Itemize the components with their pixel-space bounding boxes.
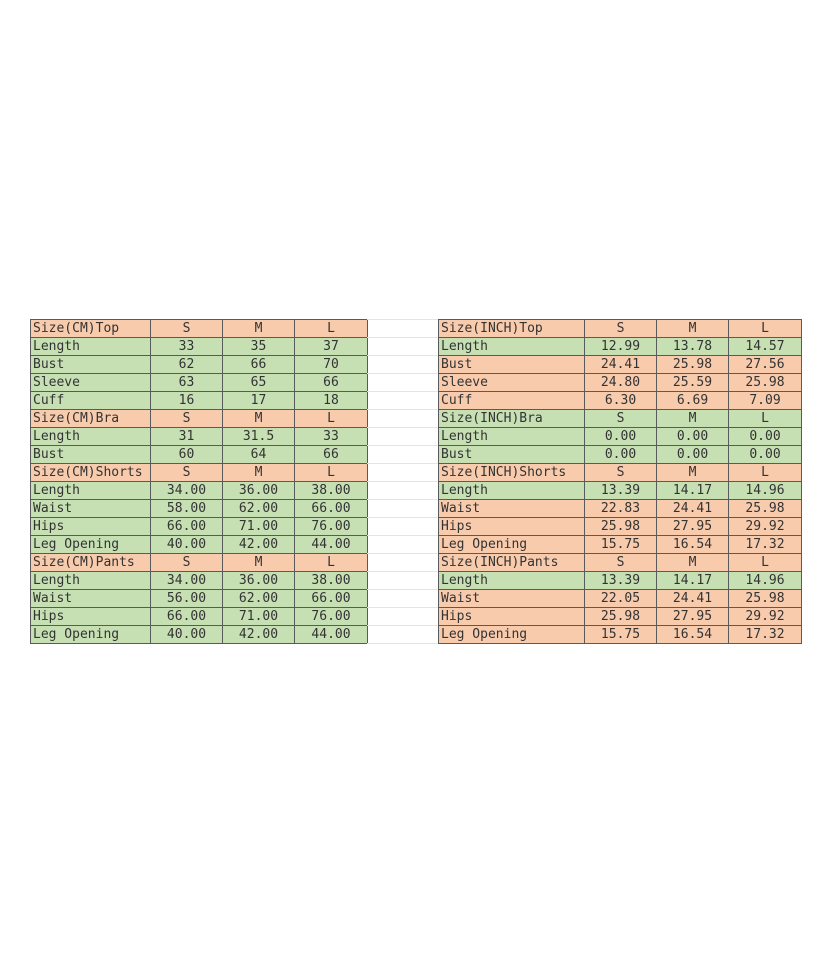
- size-s-cell[interactable]: 0.00: [585, 428, 657, 446]
- table-row: [439, 518, 802, 536]
- size-l-cell[interactable]: 76.00: [295, 518, 368, 536]
- size-l-cell[interactable]: 29.92: [729, 608, 802, 626]
- gap-row: [367, 608, 438, 626]
- table-row: [31, 338, 368, 356]
- size-m-cell[interactable]: 36.00: [223, 572, 295, 590]
- size-m-cell[interactable]: 64: [223, 446, 295, 464]
- size-l-cell[interactable]: 29.92: [729, 518, 802, 536]
- size-l-cell[interactable]: L: [729, 554, 802, 572]
- size-l-cell[interactable]: 44.00: [295, 626, 368, 644]
- size-m-cell[interactable]: 65: [223, 374, 295, 392]
- size-s-cell[interactable]: 12.99: [585, 338, 657, 356]
- size-l-cell[interactable]: 44.00: [295, 536, 368, 554]
- size-s-cell[interactable]: 33: [151, 338, 223, 356]
- size-l-cell[interactable]: L: [295, 554, 368, 572]
- gap-row: [367, 356, 438, 374]
- size-m-cell[interactable]: 27.95: [657, 518, 729, 536]
- table-row: [31, 626, 368, 644]
- size-l-cell[interactable]: 66.00: [295, 590, 368, 608]
- size-m-cell[interactable]: M: [223, 410, 295, 428]
- gap-row: [367, 428, 438, 446]
- size-l-cell[interactable]: 14.96: [729, 482, 802, 500]
- size-l-cell[interactable]: L: [729, 320, 802, 338]
- table-row: [439, 500, 802, 518]
- size-m-cell[interactable]: 24.41: [657, 590, 729, 608]
- size-label-cell[interactable]: Size(CM)Pants: [31, 554, 151, 572]
- size-s-cell[interactable]: 58.00: [151, 500, 223, 518]
- size-label-cell[interactable]: Hips: [439, 608, 585, 626]
- table-row: [31, 464, 368, 482]
- size-s-cell[interactable]: 31: [151, 428, 223, 446]
- empty-cell[interactable]: [367, 464, 438, 482]
- table-row: [439, 446, 802, 464]
- table-row: [31, 608, 368, 626]
- table-row: [439, 338, 802, 356]
- empty-cell[interactable]: [367, 320, 438, 338]
- gap-row: [367, 482, 438, 500]
- size-s-cell[interactable]: 66.00: [151, 608, 223, 626]
- empty-cell[interactable]: [367, 500, 438, 518]
- gap-row: [367, 554, 438, 572]
- table-row: [439, 374, 802, 392]
- size-label-cell[interactable]: Sleeve: [31, 374, 151, 392]
- table-row: [31, 446, 368, 464]
- size-l-cell[interactable]: L: [729, 464, 802, 482]
- table-row: [31, 410, 368, 428]
- size-l-cell[interactable]: L: [295, 320, 368, 338]
- gap-row: [367, 518, 438, 536]
- size-m-cell[interactable]: M: [657, 410, 729, 428]
- size-m-cell[interactable]: 27.95: [657, 608, 729, 626]
- table-row: [439, 392, 802, 410]
- size-label-cell[interactable]: Length: [31, 572, 151, 590]
- gap-row: [367, 374, 438, 392]
- empty-cell[interactable]: [367, 374, 438, 392]
- table-row: [31, 554, 368, 572]
- size-label-cell[interactable]: Cuff: [439, 392, 585, 410]
- empty-cell[interactable]: [367, 410, 438, 428]
- size-m-cell[interactable]: 0.00: [657, 428, 729, 446]
- size-s-cell[interactable]: 25.98: [585, 518, 657, 536]
- table-row: [31, 500, 368, 518]
- size-label-cell[interactable]: Size(INCH)Shorts: [439, 464, 585, 482]
- table-row: [31, 536, 368, 554]
- size-l-cell[interactable]: 18: [295, 392, 368, 410]
- table-row: [31, 392, 368, 410]
- size-label-cell[interactable]: Leg Opening: [439, 626, 585, 644]
- size-m-cell[interactable]: 66: [223, 356, 295, 374]
- size-s-cell[interactable]: 24.41: [585, 356, 657, 374]
- size-s-cell[interactable]: 24.80: [585, 374, 657, 392]
- size-l-cell[interactable]: 70: [295, 356, 368, 374]
- size-s-cell[interactable]: S: [585, 554, 657, 572]
- empty-cell[interactable]: [367, 482, 438, 500]
- size-m-cell[interactable]: M: [223, 464, 295, 482]
- size-m-cell[interactable]: M: [223, 320, 295, 338]
- gap-row: [367, 392, 438, 410]
- gap-row: [367, 500, 438, 518]
- size-m-cell[interactable]: 42.00: [223, 536, 295, 554]
- size-label-cell[interactable]: Cuff: [31, 392, 151, 410]
- size-s-cell[interactable]: S: [585, 320, 657, 338]
- size-l-cell[interactable]: 38.00: [295, 572, 368, 590]
- empty-cell[interactable]: [367, 338, 438, 356]
- size-s-cell[interactable]: 15.75: [585, 626, 657, 644]
- size-s-cell[interactable]: 66.00: [151, 518, 223, 536]
- size-label-cell[interactable]: Leg Opening: [31, 626, 151, 644]
- empty-cell[interactable]: [367, 590, 438, 608]
- size-label-cell[interactable]: Size(CM)Top: [31, 320, 151, 338]
- size-l-cell[interactable]: 37: [295, 338, 368, 356]
- size-m-cell[interactable]: 14.17: [657, 482, 729, 500]
- cm-size-table: [30, 319, 368, 644]
- empty-cell[interactable]: [367, 356, 438, 374]
- table-row: [439, 320, 802, 338]
- size-l-cell[interactable]: L: [295, 410, 368, 428]
- size-m-cell[interactable]: 36.00: [223, 482, 295, 500]
- gap-row: [367, 626, 438, 644]
- size-label-cell[interactable]: Leg Opening: [439, 536, 585, 554]
- size-m-cell[interactable]: 17: [223, 392, 295, 410]
- size-label-cell[interactable]: Hips: [439, 518, 585, 536]
- size-l-cell[interactable]: 66.00: [295, 500, 368, 518]
- size-s-cell[interactable]: 13.39: [585, 572, 657, 590]
- size-label-cell[interactable]: Length: [31, 428, 151, 446]
- size-s-cell[interactable]: 25.98: [585, 608, 657, 626]
- size-s-cell[interactable]: S: [151, 464, 223, 482]
- size-label-cell[interactable]: Length: [439, 338, 585, 356]
- empty-cell[interactable]: [367, 518, 438, 536]
- size-label-cell[interactable]: Bust: [439, 356, 585, 374]
- size-l-cell[interactable]: 25.98: [729, 374, 802, 392]
- size-s-cell[interactable]: 22.05: [585, 590, 657, 608]
- size-l-cell[interactable]: 66: [295, 374, 368, 392]
- size-m-cell[interactable]: 31.5: [223, 428, 295, 446]
- gap-row: [367, 446, 438, 464]
- size-l-cell[interactable]: 27.56: [729, 356, 802, 374]
- table-row: [439, 410, 802, 428]
- empty-cell[interactable]: [367, 554, 438, 572]
- size-s-cell[interactable]: S: [585, 464, 657, 482]
- table-row: [31, 482, 368, 500]
- table-row: [439, 536, 802, 554]
- table-row: [439, 554, 802, 572]
- size-label-cell[interactable]: Size(INCH)Top: [439, 320, 585, 338]
- size-label-cell[interactable]: Size(CM)Shorts: [31, 464, 151, 482]
- size-label-cell[interactable]: Length: [439, 482, 585, 500]
- empty-cell[interactable]: [367, 536, 438, 554]
- size-l-cell[interactable]: 14.96: [729, 572, 802, 590]
- size-label-cell[interactable]: Leg Opening: [31, 536, 151, 554]
- table-row: [439, 356, 802, 374]
- size-label-cell[interactable]: Sleeve: [439, 374, 585, 392]
- table-row: [31, 356, 368, 374]
- gap-row: [367, 320, 438, 338]
- size-m-cell[interactable]: 71.00: [223, 518, 295, 536]
- table-row: [439, 464, 802, 482]
- size-m-cell[interactable]: 62.00: [223, 500, 295, 518]
- size-l-cell[interactable]: L: [729, 410, 802, 428]
- size-m-cell[interactable]: 71.00: [223, 608, 295, 626]
- size-label-cell[interactable]: Bust: [31, 356, 151, 374]
- size-s-cell[interactable]: 15.75: [585, 536, 657, 554]
- table-row: [439, 428, 802, 446]
- size-m-cell[interactable]: 24.41: [657, 500, 729, 518]
- table-row: [31, 374, 368, 392]
- size-s-cell[interactable]: 40.00: [151, 536, 223, 554]
- size-m-cell[interactable]: M: [223, 554, 295, 572]
- size-l-cell[interactable]: 0.00: [729, 446, 802, 464]
- size-label-cell[interactable]: Length: [31, 338, 151, 356]
- size-label-cell[interactable]: Hips: [31, 608, 151, 626]
- size-m-cell[interactable]: 42.00: [223, 626, 295, 644]
- size-s-cell[interactable]: 56.00: [151, 590, 223, 608]
- table-row: [31, 590, 368, 608]
- inch-size-table: [438, 319, 802, 644]
- size-label-cell[interactable]: Size(CM)Bra: [31, 410, 151, 428]
- size-m-cell[interactable]: 16.54: [657, 626, 729, 644]
- size-label-cell[interactable]: Bust: [439, 446, 585, 464]
- size-s-cell[interactable]: S: [151, 410, 223, 428]
- size-label-cell[interactable]: Waist: [439, 590, 585, 608]
- size-m-cell[interactable]: M: [657, 464, 729, 482]
- table-row: [31, 320, 368, 338]
- size-label-cell[interactable]: Length: [439, 572, 585, 590]
- size-m-cell[interactable]: M: [657, 320, 729, 338]
- size-label-cell[interactable]: Length: [439, 428, 585, 446]
- table-row: [439, 572, 802, 590]
- gap-row: [367, 590, 438, 608]
- size-s-cell[interactable]: 13.39: [585, 482, 657, 500]
- size-m-cell[interactable]: 16.54: [657, 536, 729, 554]
- size-l-cell[interactable]: 25.98: [729, 590, 802, 608]
- size-l-cell[interactable]: L: [295, 464, 368, 482]
- gap-row: [367, 410, 438, 428]
- empty-column-gap: [367, 319, 438, 644]
- size-label-cell[interactable]: Length: [31, 482, 151, 500]
- size-l-cell[interactable]: 17.32: [729, 626, 802, 644]
- size-label-cell[interactable]: Bust: [31, 446, 151, 464]
- size-label-cell[interactable]: Waist: [31, 500, 151, 518]
- table-row: [439, 590, 802, 608]
- gap-row: [367, 572, 438, 590]
- size-s-cell[interactable]: 16: [151, 392, 223, 410]
- size-l-cell[interactable]: 33: [295, 428, 368, 446]
- size-m-cell[interactable]: 62.00: [223, 590, 295, 608]
- size-s-cell[interactable]: 34.00: [151, 572, 223, 590]
- size-s-cell[interactable]: 62: [151, 356, 223, 374]
- size-s-cell[interactable]: S: [151, 554, 223, 572]
- empty-cell[interactable]: [367, 446, 438, 464]
- size-l-cell[interactable]: 38.00: [295, 482, 368, 500]
- empty-cell[interactable]: [367, 428, 438, 446]
- size-m-cell[interactable]: 25.98: [657, 356, 729, 374]
- size-label-cell[interactable]: Size(INCH)Bra: [439, 410, 585, 428]
- table-row: [439, 626, 802, 644]
- size-l-cell[interactable]: 17.32: [729, 536, 802, 554]
- size-m-cell[interactable]: 0.00: [657, 446, 729, 464]
- size-label-cell[interactable]: Size(INCH)Pants: [439, 554, 585, 572]
- size-label-cell[interactable]: Waist: [439, 500, 585, 518]
- table-row: [31, 518, 368, 536]
- size-m-cell[interactable]: M: [657, 554, 729, 572]
- size-s-cell[interactable]: 63: [151, 374, 223, 392]
- size-m-cell[interactable]: 14.17: [657, 572, 729, 590]
- size-s-cell[interactable]: 40.00: [151, 626, 223, 644]
- size-s-cell[interactable]: 6.30: [585, 392, 657, 410]
- table-row: [439, 608, 802, 626]
- gap-row: [367, 338, 438, 356]
- size-l-cell[interactable]: 0.00: [729, 428, 802, 446]
- size-s-cell[interactable]: 22.83: [585, 500, 657, 518]
- size-s-cell[interactable]: S: [585, 410, 657, 428]
- table-row: [31, 572, 368, 590]
- size-label-cell[interactable]: Hips: [31, 518, 151, 536]
- empty-cell[interactable]: [367, 572, 438, 590]
- size-l-cell[interactable]: 14.57: [729, 338, 802, 356]
- empty-cell[interactable]: [367, 392, 438, 410]
- table-row: [439, 482, 802, 500]
- gap-row: [367, 536, 438, 554]
- empty-cell[interactable]: [367, 626, 438, 644]
- gap-row: [367, 464, 438, 482]
- empty-cell[interactable]: [367, 608, 438, 626]
- size-s-cell[interactable]: 60: [151, 446, 223, 464]
- size-m-cell[interactable]: 6.69: [657, 392, 729, 410]
- size-l-cell[interactable]: 76.00: [295, 608, 368, 626]
- size-l-cell[interactable]: 7.09: [729, 392, 802, 410]
- table-row: [31, 428, 368, 446]
- size-m-cell[interactable]: 25.59: [657, 374, 729, 392]
- size-s-cell[interactable]: 0.00: [585, 446, 657, 464]
- size-label-cell[interactable]: Waist: [31, 590, 151, 608]
- size-s-cell[interactable]: S: [151, 320, 223, 338]
- size-l-cell[interactable]: 66: [295, 446, 368, 464]
- size-s-cell[interactable]: 34.00: [151, 482, 223, 500]
- size-m-cell[interactable]: 13.78: [657, 338, 729, 356]
- size-m-cell[interactable]: 35: [223, 338, 295, 356]
- size-l-cell[interactable]: 25.98: [729, 500, 802, 518]
